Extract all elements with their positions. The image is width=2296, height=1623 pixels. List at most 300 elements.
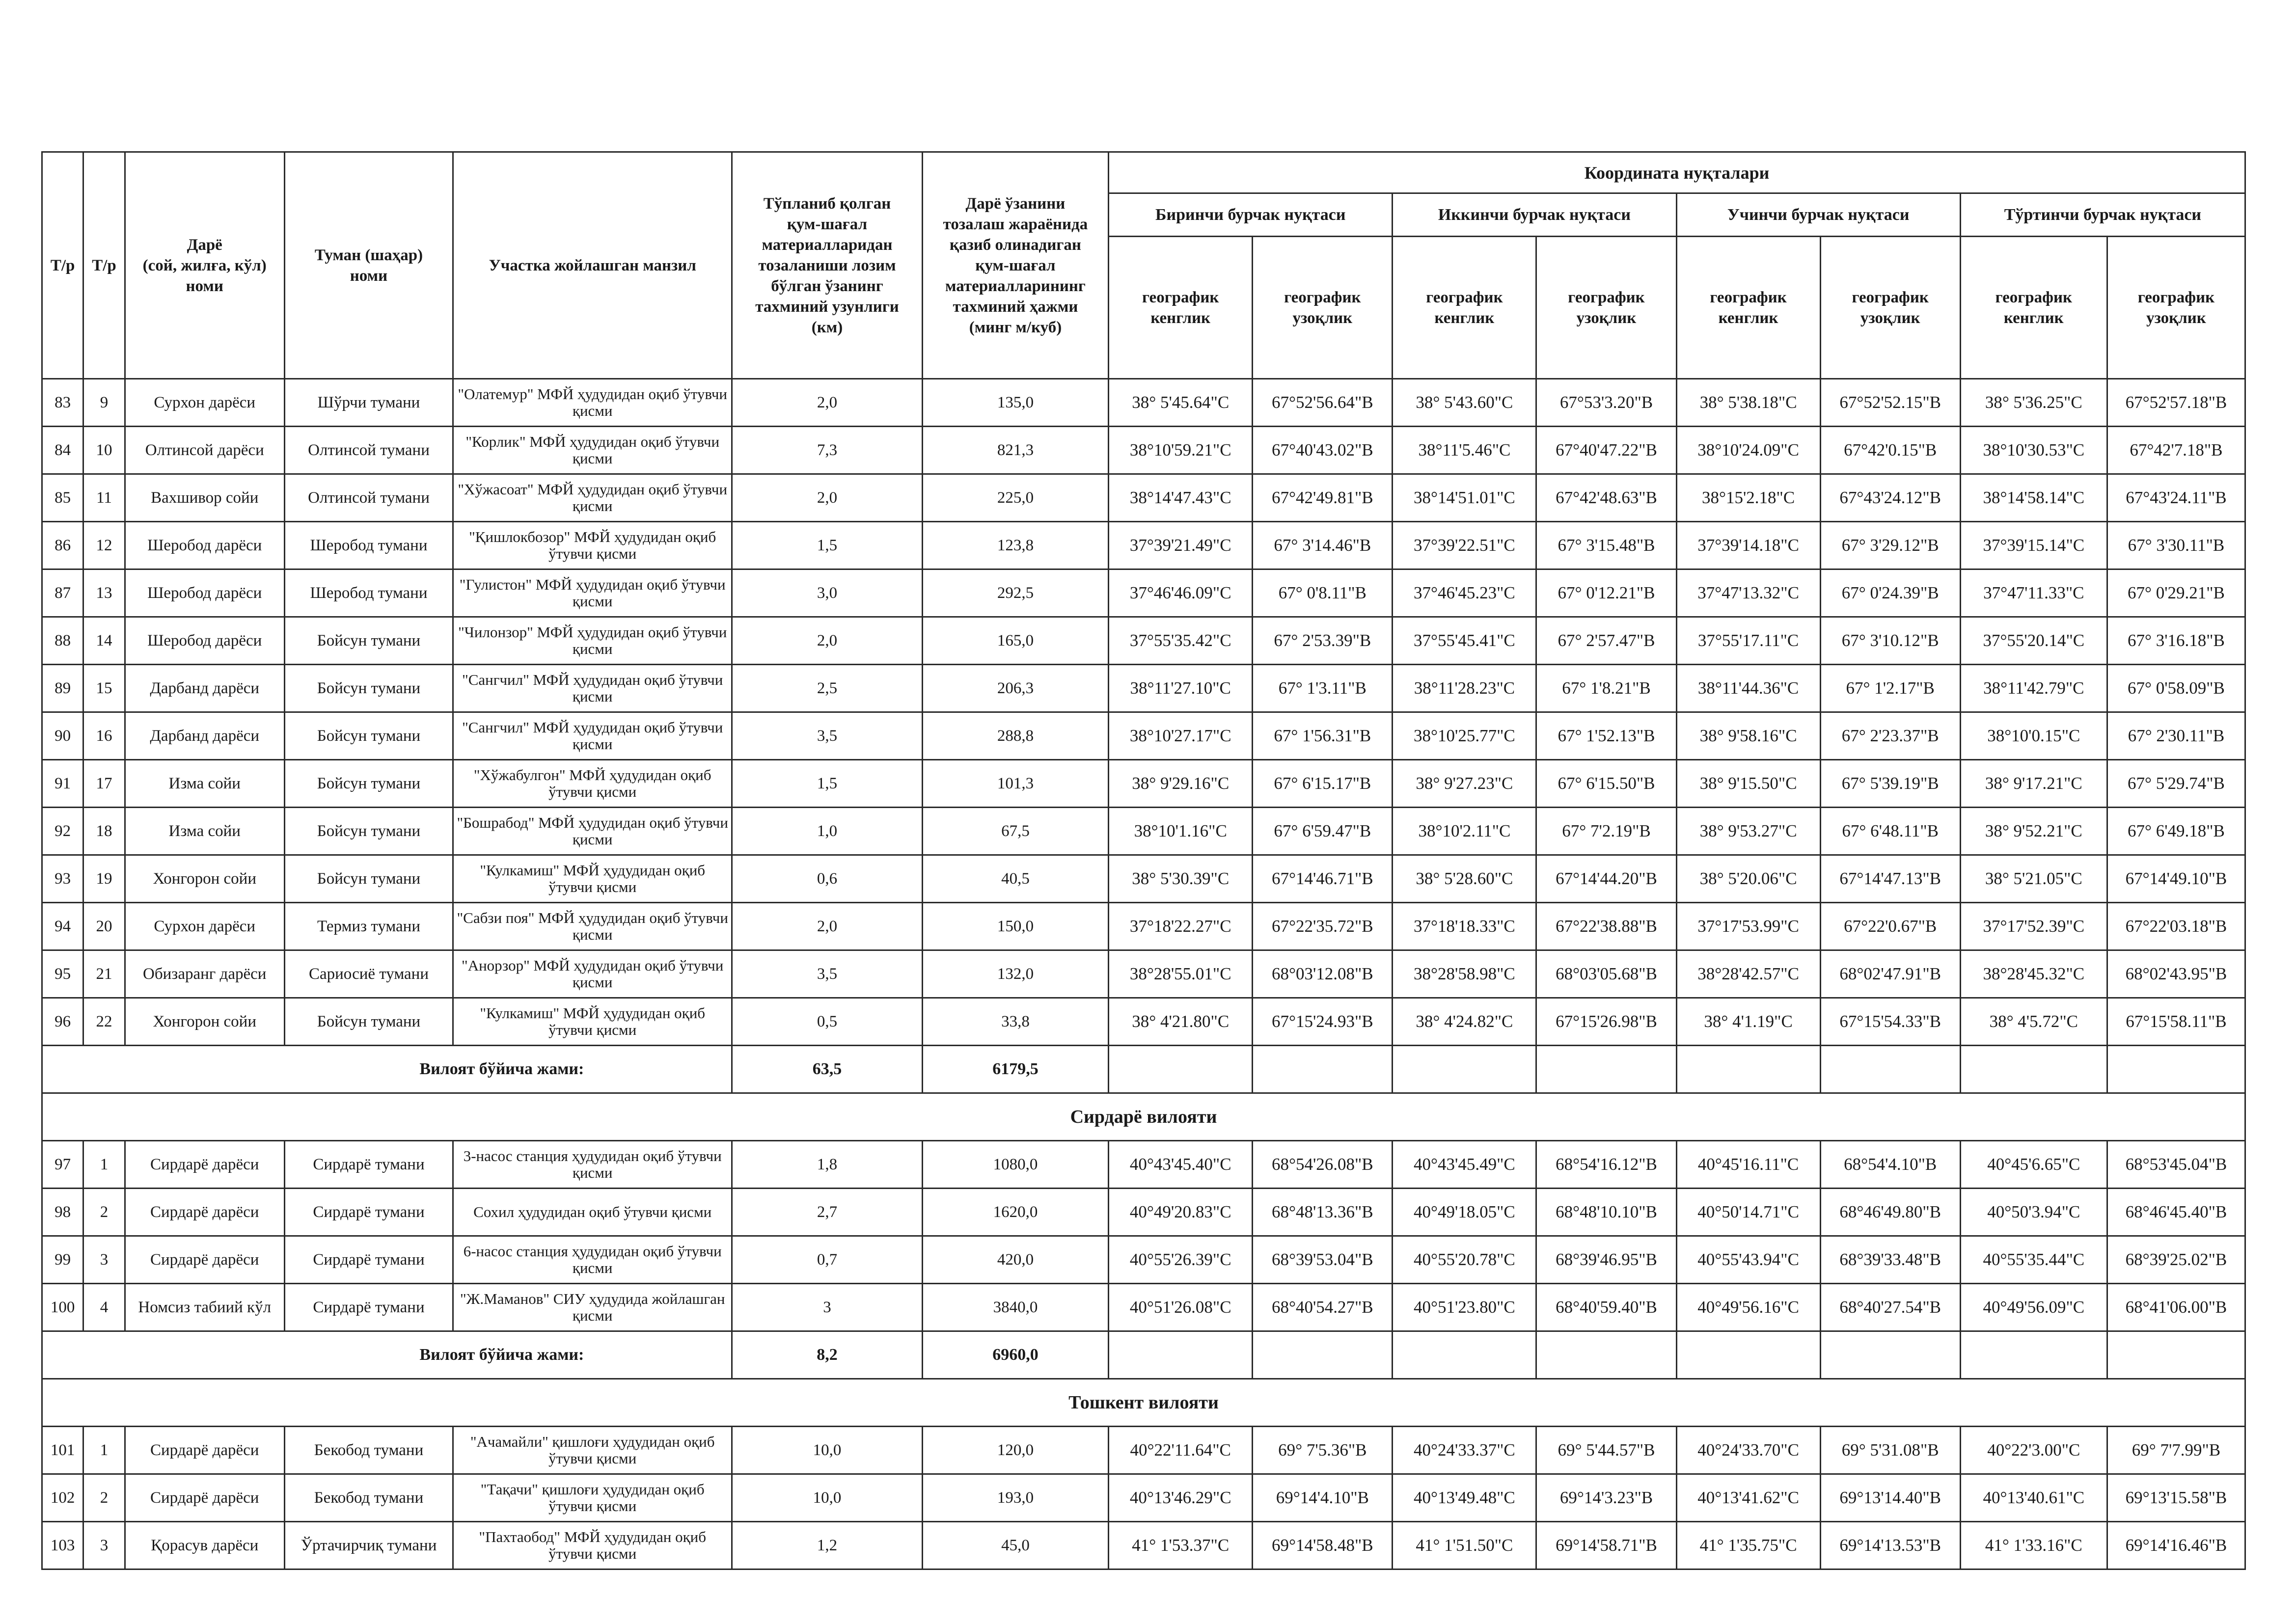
latitude-value: 37°39'14.18"С xyxy=(1676,522,1820,569)
latitude-value: 40°45'6.65"С xyxy=(1960,1141,2107,1189)
longitude-value: 68°39'33.48"В xyxy=(1820,1236,1960,1284)
length-km: 3,5 xyxy=(732,950,922,998)
region-title: Сирдарё вилояти xyxy=(42,1093,2245,1141)
latitude-value: 40°13'41.62"С xyxy=(1676,1474,1820,1522)
empty-cell xyxy=(1109,1046,1253,1093)
latitude-value: 38° 5'28.60"С xyxy=(1393,855,1536,903)
latitude-value: 40°51'23.80"С xyxy=(1393,1284,1536,1331)
district-name: Сирдарё тумани xyxy=(284,1236,453,1284)
longitude-value: 67°14'47.13"В xyxy=(1820,855,1960,903)
latitude-value: 38°11'28.23"С xyxy=(1393,665,1536,712)
length-km: 0,6 xyxy=(732,855,922,903)
latitude-value: 38°10'30.53"С xyxy=(1960,427,2107,474)
latitude-value: 40°13'40.61"С xyxy=(1960,1474,2107,1522)
longitude-value: 67°42'48.63"В xyxy=(1536,474,1676,522)
district-name: Шеробод тумани xyxy=(284,569,453,617)
longitude-value: 67°42'49.81"В xyxy=(1253,474,1393,522)
row-number: 93 xyxy=(42,855,83,903)
latitude-value: 38° 4'1.19"С xyxy=(1676,998,1820,1046)
district-name: Олтинсой тумани xyxy=(284,474,453,522)
volume: 123,8 xyxy=(922,522,1108,569)
district-name: Сариосиё тумани xyxy=(284,950,453,998)
row-local-number: 4 xyxy=(83,1284,125,1331)
longitude-value: 68°54'4.10"В xyxy=(1820,1141,1960,1189)
header-corner-3: Учинчи бурчак нуқтаси xyxy=(1676,193,1960,237)
latitude-value: 38° 9'29.16"С xyxy=(1109,760,1253,808)
longitude-value: 68°02'47.91"В xyxy=(1820,950,1960,998)
row-number: 102 xyxy=(42,1474,83,1522)
empty-cell xyxy=(1393,1046,1536,1093)
district-name: Шеробод тумани xyxy=(284,522,453,569)
table-row xyxy=(42,379,2245,427)
volume: 1620,0 xyxy=(922,1189,1108,1236)
volume: 150,0 xyxy=(922,903,1108,950)
longitude-value: 67° 6'15.17"В xyxy=(1253,760,1393,808)
table-row xyxy=(42,665,2245,712)
table-row xyxy=(42,808,2245,855)
length-km: 7,3 xyxy=(732,427,922,474)
latitude-value: 40°50'14.71"С xyxy=(1676,1189,1820,1236)
empty-cell xyxy=(1820,1046,1960,1093)
header-longitude: географик узоқлик xyxy=(1253,237,1393,379)
empty-cell xyxy=(1960,1046,2107,1093)
longitude-value: 67°15'58.11"В xyxy=(2107,998,2245,1046)
length-km: 0,7 xyxy=(732,1236,922,1284)
longitude-value: 68°41'06.00"В xyxy=(2107,1284,2245,1331)
longitude-value: 67°15'54.33"В xyxy=(1820,998,1960,1046)
latitude-value: 40°49'20.83"С xyxy=(1109,1189,1253,1236)
total-length: 63,5 xyxy=(732,1046,922,1093)
longitude-value: 69° 5'44.57"В xyxy=(1536,1427,1676,1474)
river-name: Шеробод дарёси xyxy=(125,522,284,569)
longitude-value: 67° 2'53.39"В xyxy=(1253,617,1393,665)
latitude-value: 41° 1'35.75"С xyxy=(1676,1522,1820,1569)
volume: 193,0 xyxy=(922,1474,1108,1522)
longitude-value: 67° 3'10.12"В xyxy=(1820,617,1960,665)
longitude-value: 69°14'13.53"В xyxy=(1820,1522,1960,1569)
length-km: 10,0 xyxy=(732,1427,922,1474)
site-location: "Қишлокбозор" МФЙ ҳудудидан оқиб ўтувчи қисми xyxy=(453,522,732,569)
header-volume: Дарё ўзанини тозалаш жараёнида қазиб олинадиган қум-шағал материалларининг тахминий ҳажми (минг м/куб) xyxy=(922,152,1108,379)
empty-cell xyxy=(1536,1331,1676,1379)
row-number: 99 xyxy=(42,1236,83,1284)
longitude-value: 67°53'3.20"В xyxy=(1536,379,1676,427)
longitude-value: 67° 1'8.21"В xyxy=(1536,665,1676,712)
header-row-number-local: Т/р xyxy=(83,152,125,379)
row-number: 89 xyxy=(42,665,83,712)
latitude-value: 38°28'45.32"С xyxy=(1960,950,2107,998)
latitude-value: 40°50'3.94"С xyxy=(1960,1189,2107,1236)
river-name: Шеробод дарёси xyxy=(125,617,284,665)
header-site-location: Участка жойлашган манзил xyxy=(453,152,732,379)
district-name: Термиз тумани xyxy=(284,903,453,950)
volume: 45,0 xyxy=(922,1522,1108,1569)
longitude-value: 68°39'25.02"В xyxy=(2107,1236,2245,1284)
site-location: "Гулистон" МФЙ ҳудудидан оқиб ўтувчи қисми xyxy=(453,569,732,617)
site-location: "Сабзи поя" МФЙ ҳудудидан оқиб ўтувчи қисми xyxy=(453,903,732,950)
latitude-value: 37°55'20.14"С xyxy=(1960,617,2107,665)
total-label: Вилоят бўйича жами: xyxy=(42,1331,732,1379)
latitude-value: 40°49'56.16"С xyxy=(1676,1284,1820,1331)
river-name: Сирдарё дарёси xyxy=(125,1474,284,1522)
length-km: 2,0 xyxy=(732,379,922,427)
latitude-value: 38° 5'38.18"С xyxy=(1676,379,1820,427)
latitude-value: 38°14'51.01"С xyxy=(1393,474,1536,522)
empty-cell xyxy=(1253,1331,1393,1379)
header-corner-1: Биринчи бурчак нуқтаси xyxy=(1109,193,1393,237)
table-row xyxy=(42,427,2245,474)
longitude-value: 67° 3'16.18"В xyxy=(2107,617,2245,665)
river-name: Дарбанд дарёси xyxy=(125,665,284,712)
latitude-value: 38°14'58.14"С xyxy=(1960,474,2107,522)
latitude-value: 38°11'27.10"С xyxy=(1109,665,1253,712)
row-local-number: 13 xyxy=(83,569,125,617)
longitude-value: 69° 7'7.99"В xyxy=(2107,1427,2245,1474)
header-district-name: Туман (шаҳар) номи xyxy=(284,152,453,379)
latitude-value: 37°47'13.32"С xyxy=(1676,569,1820,617)
volume: 420,0 xyxy=(922,1236,1108,1284)
river-name: Сурхон дарёси xyxy=(125,379,284,427)
longitude-value: 67°42'7.18"В xyxy=(2107,427,2245,474)
longitude-value: 68°48'13.36"В xyxy=(1253,1189,1393,1236)
longitude-value: 67° 6'15.50"В xyxy=(1536,760,1676,808)
longitude-value: 67°42'0.15"В xyxy=(1820,427,1960,474)
volume: 165,0 xyxy=(922,617,1108,665)
table-row xyxy=(42,569,2245,617)
latitude-value: 40°22'3.00"С xyxy=(1960,1427,2107,1474)
river-name: Хонгорон сойи xyxy=(125,855,284,903)
empty-cell xyxy=(1536,1046,1676,1093)
table-row xyxy=(42,1284,2245,1331)
length-km: 2,7 xyxy=(732,1189,922,1236)
header-length-km: Тўпланиб қолган қум-шағал материалларидан тозаланиши лозим бўлган ўзанинг тахминий узунлиги (км) xyxy=(732,152,922,379)
district-name: Бойсун тумани xyxy=(284,712,453,760)
longitude-value: 68°53'45.04"В xyxy=(2107,1141,2245,1189)
site-location: "Ачамайли" қишлоғи ҳудудидан оқиб ўтувчи қисми xyxy=(453,1427,732,1474)
site-location: "Чилонзор" МФЙ ҳудудидан оқиб ўтувчи қисми xyxy=(453,617,732,665)
empty-cell xyxy=(2107,1331,2245,1379)
longitude-value: 67°22'0.67"В xyxy=(1820,903,1960,950)
longitude-value: 67° 0'12.21"В xyxy=(1536,569,1676,617)
longitude-value: 68°39'46.95"В xyxy=(1536,1236,1676,1284)
table-row xyxy=(42,903,2245,950)
row-local-number: 11 xyxy=(83,474,125,522)
latitude-value: 37°47'11.33"С xyxy=(1960,569,2107,617)
length-km: 2,5 xyxy=(732,665,922,712)
header-corner-4: Тўртинчи бурчак нуқтаси xyxy=(1960,193,2245,237)
table-row xyxy=(42,474,2245,522)
volume: 120,0 xyxy=(922,1427,1108,1474)
longitude-value: 67°22'38.88"В xyxy=(1536,903,1676,950)
longitude-value: 67° 0'8.11"В xyxy=(1253,569,1393,617)
length-km: 2,0 xyxy=(732,617,922,665)
table-row xyxy=(42,1236,2245,1284)
site-location: "Сангчил" МФЙ ҳудудидан оқиб ўтувчи қисми xyxy=(453,665,732,712)
volume: 292,5 xyxy=(922,569,1108,617)
table-row xyxy=(42,712,2245,760)
latitude-value: 38°10'25.77"С xyxy=(1393,712,1536,760)
river-name: Изма сойи xyxy=(125,808,284,855)
latitude-value: 37°18'18.33"С xyxy=(1393,903,1536,950)
latitude-value: 38° 4'24.82"С xyxy=(1393,998,1536,1046)
river-name: Вахшивор сойи xyxy=(125,474,284,522)
region-title: Тошкент вилояти xyxy=(42,1379,2245,1427)
length-km: 2,0 xyxy=(732,903,922,950)
longitude-value: 69° 7'5.36"В xyxy=(1253,1427,1393,1474)
longitude-value: 67° 6'49.18"В xyxy=(2107,808,2245,855)
district-name: Ўртачирчиқ тумани xyxy=(284,1522,453,1569)
longitude-value: 67° 3'15.48"В xyxy=(1536,522,1676,569)
district-name: Бекобод тумани xyxy=(284,1474,453,1522)
longitude-value: 67°14'49.10"В xyxy=(2107,855,2245,903)
row-number: 88 xyxy=(42,617,83,665)
longitude-value: 68°46'45.40"В xyxy=(2107,1189,2245,1236)
row-number: 100 xyxy=(42,1284,83,1331)
table-row xyxy=(42,1474,2245,1522)
latitude-value: 40°45'16.11"С xyxy=(1676,1141,1820,1189)
row-number: 98 xyxy=(42,1189,83,1236)
empty-cell xyxy=(2107,1046,2245,1093)
length-km: 1,2 xyxy=(732,1522,922,1569)
site-location: "Кулкамиш" МФЙ ҳудудидан оқиб ўтувчи қисми xyxy=(453,855,732,903)
table-row xyxy=(42,522,2245,569)
volume: 135,0 xyxy=(922,379,1108,427)
total-volume: 6179,5 xyxy=(922,1046,1108,1093)
region-heading-row xyxy=(42,1379,2245,1427)
longitude-value: 67°22'03.18"В xyxy=(2107,903,2245,950)
river-name: Сирдарё дарёси xyxy=(125,1141,284,1189)
longitude-value: 67° 7'2.19"В xyxy=(1536,808,1676,855)
latitude-value: 38° 9'15.50"С xyxy=(1676,760,1820,808)
longitude-value: 67° 1'2.17"В xyxy=(1820,665,1960,712)
table-row xyxy=(42,1522,2245,1569)
latitude-value: 40°43'45.49"С xyxy=(1393,1141,1536,1189)
row-number: 94 xyxy=(42,903,83,950)
district-name: Бойсун тумани xyxy=(284,998,453,1046)
row-number: 103 xyxy=(42,1522,83,1569)
latitude-value: 38° 9'17.21"С xyxy=(1960,760,2107,808)
length-km: 3 xyxy=(732,1284,922,1331)
length-km: 1,5 xyxy=(732,760,922,808)
row-local-number: 12 xyxy=(83,522,125,569)
site-location: "Корлик" МФЙ ҳудудидан оқиб ўтувчи қисми xyxy=(453,427,732,474)
table-row xyxy=(42,1189,2245,1236)
longitude-value: 67°52'56.64"В xyxy=(1253,379,1393,427)
header-coordinates: Координата нуқталари xyxy=(1109,152,2245,193)
longitude-value: 68°02'43.95"В xyxy=(2107,950,2245,998)
total-length: 8,2 xyxy=(732,1331,922,1379)
longitude-value: 67° 3'14.46"В xyxy=(1253,522,1393,569)
site-location: 6-насос станция ҳудудидан оқиб ўтувчи қисми xyxy=(453,1236,732,1284)
latitude-value: 40°55'35.44"С xyxy=(1960,1236,2107,1284)
district-name: Олтинсой тумани xyxy=(284,427,453,474)
latitude-value: 38°10'1.16"С xyxy=(1109,808,1253,855)
river-name: Олтинсой дарёси xyxy=(125,427,284,474)
longitude-value: 69° 5'31.08"В xyxy=(1820,1427,1960,1474)
longitude-value: 69°14'58.71"В xyxy=(1536,1522,1676,1569)
volume: 40,5 xyxy=(922,855,1108,903)
district-name: Сирдарё тумани xyxy=(284,1141,453,1189)
site-location: "Пахтаобод" МФЙ ҳудудидан оқиб ўтувчи қисми xyxy=(453,1522,732,1569)
row-local-number: 10 xyxy=(83,427,125,474)
row-local-number: 20 xyxy=(83,903,125,950)
latitude-value: 38° 5'30.39"С xyxy=(1109,855,1253,903)
table-body xyxy=(42,379,2245,1569)
length-km: 0,5 xyxy=(732,998,922,1046)
longitude-value: 69°14'3.23"В xyxy=(1536,1474,1676,1522)
river-name: Шеробод дарёси xyxy=(125,569,284,617)
latitude-value: 37°17'53.99"С xyxy=(1676,903,1820,950)
latitude-value: 38° 9'53.27"С xyxy=(1676,808,1820,855)
river-name: Хонгорон сойи xyxy=(125,998,284,1046)
longitude-value: 68°40'54.27"В xyxy=(1253,1284,1393,1331)
longitude-value: 67° 6'48.11"В xyxy=(1820,808,1960,855)
empty-cell xyxy=(1109,1331,1253,1379)
empty-cell xyxy=(1676,1331,1820,1379)
row-number: 97 xyxy=(42,1141,83,1189)
latitude-value: 38°28'42.57"С xyxy=(1676,950,1820,998)
header-longitude: географик узоқлик xyxy=(1820,237,1960,379)
latitude-value: 41° 1'51.50"С xyxy=(1393,1522,1536,1569)
longitude-value: 67° 1'52.13"В xyxy=(1536,712,1676,760)
latitude-value: 37°18'22.27"С xyxy=(1109,903,1253,950)
row-number: 95 xyxy=(42,950,83,998)
longitude-value: 67°40'43.02"В xyxy=(1253,427,1393,474)
latitude-value: 40°24'33.37"С xyxy=(1393,1427,1536,1474)
longitude-value: 68°39'53.04"В xyxy=(1253,1236,1393,1284)
longitude-value: 67° 5'29.74"В xyxy=(2107,760,2245,808)
total-volume: 6960,0 xyxy=(922,1331,1108,1379)
length-km: 3,5 xyxy=(732,712,922,760)
row-number: 92 xyxy=(42,808,83,855)
longitude-value: 67°22'35.72"В xyxy=(1253,903,1393,950)
site-location: "Кулкамиш" МФЙ ҳудудидан оқиб ўтувчи қисми xyxy=(453,998,732,1046)
latitude-value: 37°55'17.11"С xyxy=(1676,617,1820,665)
longitude-value: 68°54'16.12"В xyxy=(1536,1141,1676,1189)
latitude-value: 38° 5'36.25"С xyxy=(1960,379,2107,427)
row-local-number: 16 xyxy=(83,712,125,760)
latitude-value: 38° 9'58.16"С xyxy=(1676,712,1820,760)
volume: 1080,0 xyxy=(922,1141,1108,1189)
latitude-value: 40°55'43.94"С xyxy=(1676,1236,1820,1284)
site-location: "Тақачи" қишлоғи ҳудудидан оқиб ўтувчи қисми xyxy=(453,1474,732,1522)
latitude-value: 37°46'45.23"С xyxy=(1393,569,1536,617)
latitude-value: 38°10'24.09"С xyxy=(1676,427,1820,474)
longitude-value: 67°52'57.18"В xyxy=(2107,379,2245,427)
longitude-value: 67° 1'56.31"В xyxy=(1253,712,1393,760)
header-longitude: географик узоқлик xyxy=(2107,237,2245,379)
site-location: "Хўжабулгон" МФЙ ҳудудидан оқиб ўтувчи қисми xyxy=(453,760,732,808)
longitude-value: 68°03'12.08"В xyxy=(1253,950,1393,998)
empty-cell xyxy=(1393,1331,1536,1379)
length-km: 1,8 xyxy=(732,1141,922,1189)
latitude-value: 38°11'5.46"С xyxy=(1393,427,1536,474)
latitude-value: 41° 1'53.37"С xyxy=(1109,1522,1253,1569)
volume: 206,3 xyxy=(922,665,1108,712)
river-name: Сирдарё дарёси xyxy=(125,1236,284,1284)
latitude-value: 38° 5'45.64"С xyxy=(1109,379,1253,427)
district-name: Бойсун тумани xyxy=(284,665,453,712)
table-row xyxy=(42,855,2245,903)
latitude-value: 37°55'45.41"С xyxy=(1393,617,1536,665)
latitude-value: 40°55'20.78"С xyxy=(1393,1236,1536,1284)
longitude-value: 67° 6'59.47"В xyxy=(1253,808,1393,855)
longitude-value: 67°14'46.71"В xyxy=(1253,855,1393,903)
longitude-value: 67°15'26.98"В xyxy=(1536,998,1676,1046)
site-location: "Анорзор" МФЙ ҳудудидан оқиб ўтувчи қисми xyxy=(453,950,732,998)
volume: 132,0 xyxy=(922,950,1108,998)
longitude-value: 68°40'27.54"В xyxy=(1820,1284,1960,1331)
header-longitude: географик узоқлик xyxy=(1536,237,1676,379)
longitude-value: 67°14'44.20"В xyxy=(1536,855,1676,903)
empty-cell xyxy=(1676,1046,1820,1093)
latitude-value: 40°55'26.39"С xyxy=(1109,1236,1253,1284)
longitude-value: 67°15'24.93"В xyxy=(1253,998,1393,1046)
longitude-value: 68°40'59.40"В xyxy=(1536,1284,1676,1331)
row-local-number: 17 xyxy=(83,760,125,808)
river-name: Дарбанд дарёси xyxy=(125,712,284,760)
header-corner-2: Иккинчи бурчак нуқтаси xyxy=(1393,193,1676,237)
region-heading-row xyxy=(42,1093,2245,1141)
latitude-value: 38° 4'21.80"С xyxy=(1109,998,1253,1046)
latitude-value: 40°24'33.70"С xyxy=(1676,1427,1820,1474)
site-location: "Бошрабод" МФЙ ҳудудидан оқиб ўтувчи қисми xyxy=(453,808,732,855)
longitude-value: 67° 3'30.11"В xyxy=(2107,522,2245,569)
longitude-value: 69°14'4.10"В xyxy=(1253,1474,1393,1522)
latitude-value: 38°11'42.79"С xyxy=(1960,665,2107,712)
volume: 101,3 xyxy=(922,760,1108,808)
site-location: Сохил ҳудудидан оқиб ўтувчи қисми xyxy=(453,1189,732,1236)
river-name: Қорасув дарёси xyxy=(125,1522,284,1569)
row-number: 84 xyxy=(42,427,83,474)
longitude-value: 67°40'47.22"В xyxy=(1536,427,1676,474)
header-latitude: географик кенглик xyxy=(1676,237,1820,379)
longitude-value: 68°48'10.10"В xyxy=(1536,1189,1676,1236)
header-latitude: географик кенглик xyxy=(1393,237,1536,379)
length-km: 2,0 xyxy=(732,474,922,522)
longitude-value: 67° 0'29.21"В xyxy=(2107,569,2245,617)
river-name: Обизаранг дарёси xyxy=(125,950,284,998)
table-header xyxy=(42,152,2245,379)
row-number: 91 xyxy=(42,760,83,808)
latitude-value: 40°43'45.40"С xyxy=(1109,1141,1253,1189)
district-name: Бекобод тумани xyxy=(284,1427,453,1474)
site-location: 3-насос станция ҳудудидан оқиб ўтувчи қисми xyxy=(453,1141,732,1189)
longitude-value: 69°13'15.58"В xyxy=(2107,1474,2245,1522)
row-local-number: 1 xyxy=(83,1427,125,1474)
latitude-value: 38° 5'20.06"С xyxy=(1676,855,1820,903)
latitude-value: 37°46'46.09"С xyxy=(1109,569,1253,617)
longitude-value: 68°03'05.68"В xyxy=(1536,950,1676,998)
longitude-value: 68°46'49.80"В xyxy=(1820,1189,1960,1236)
district-name: Сирдарё тумани xyxy=(284,1189,453,1236)
header-row-number: Т/р xyxy=(42,152,83,379)
site-location: "Хўжасоат" МФЙ ҳудудидан оқиб ўтувчи қисми xyxy=(453,474,732,522)
row-local-number: 15 xyxy=(83,665,125,712)
header-latitude: географик кенглик xyxy=(1960,237,2107,379)
row-local-number: 19 xyxy=(83,855,125,903)
river-name: Номсиз табиий кўл xyxy=(125,1284,284,1331)
longitude-value: 68°54'26.08"В xyxy=(1253,1141,1393,1189)
volume: 225,0 xyxy=(922,474,1108,522)
table-row xyxy=(42,617,2245,665)
site-location: "Сангчил" МФЙ ҳудудидан оқиб ўтувчи қисми xyxy=(453,712,732,760)
row-local-number: 14 xyxy=(83,617,125,665)
table-row xyxy=(42,998,2245,1046)
volume: 33,8 xyxy=(922,998,1108,1046)
latitude-value: 40°49'18.05"С xyxy=(1393,1189,1536,1236)
district-name: Бойсун тумани xyxy=(284,855,453,903)
